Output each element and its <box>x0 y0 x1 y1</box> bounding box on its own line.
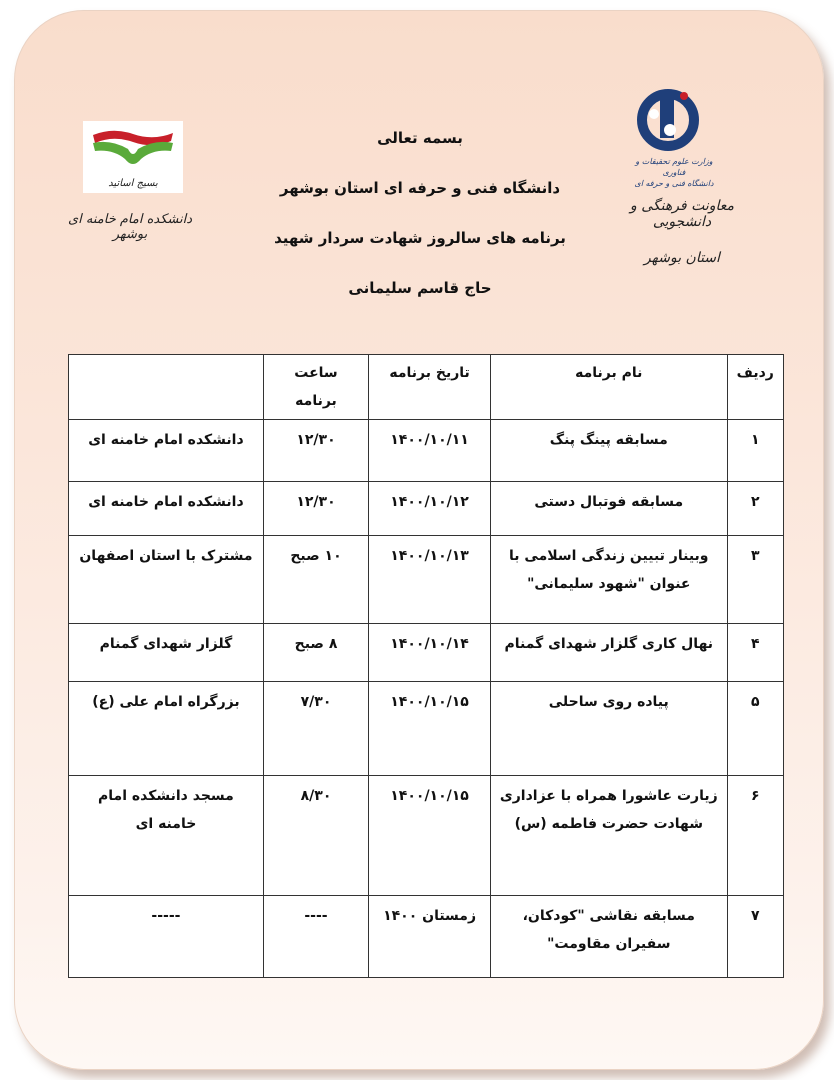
cell-program-name: زیارت عاشورا همراه با عزاداری شهادت حضرت فاطمه (س) <box>491 776 728 896</box>
basij-logo-subtext: بسیج اساتید <box>108 178 158 189</box>
header-program-place <box>69 355 264 420</box>
header-program-time: ساعت برنامه <box>263 355 368 420</box>
cell-program-place: مشترک با استان اصفهان <box>69 536 264 624</box>
cell-program-time: ۸ صبح <box>263 624 368 682</box>
left-logo-caption: دانشکده امام خامنه ای بوشهر <box>67 212 193 242</box>
cell-program-time: ---- <box>263 896 368 978</box>
cell-row-number: ۶ <box>727 776 783 896</box>
right-logo-caption: معاونت فرهنگی و دانشجویی <box>629 198 734 230</box>
basij-logo <box>83 121 183 193</box>
cell-program-time: ۱۲/۳۰ <box>263 482 368 536</box>
header-program-date: تاریخ برنامه <box>369 355 491 420</box>
cell-program-date: ۱۴۰۰/۱۰/۱۴ <box>369 624 491 682</box>
cell-row-number: ۵ <box>727 682 783 776</box>
ministry-logo-text <box>634 156 714 189</box>
bismillah-line: بسمه تعالی <box>377 129 463 147</box>
ministry-emblem-icon <box>630 86 706 154</box>
cell-program-date: ۱۴۰۰/۱۰/۱۵ <box>369 776 491 896</box>
cell-program-date: ۱۴۰۰/۱۰/۱۲ <box>369 482 491 536</box>
cell-program-date: ۱۴۰۰/۱۰/۱۵ <box>369 682 491 776</box>
cell-program-date: زمستان ۱۴۰۰ <box>369 896 491 978</box>
cell-program-place: دانشکده امام خامنه ای <box>69 482 264 536</box>
cell-row-number: ۲ <box>727 482 783 536</box>
table-row <box>69 776 784 896</box>
ministry-logo <box>630 86 714 196</box>
table-row <box>69 482 784 536</box>
program-title-name: حاج قاسم سلیمانی <box>348 279 492 297</box>
cell-program-time: ۸/۳۰ <box>263 776 368 896</box>
cell-program-place: گلزار شهدای گمنام <box>69 624 264 682</box>
ministry-line2: دانشگاه فنی و حرفه ای <box>634 179 714 188</box>
cell-program-time: ۱۰ صبح <box>263 536 368 624</box>
cell-program-place: دانشکده امام خامنه ای <box>69 420 264 482</box>
schedule-table <box>68 354 784 978</box>
cell-row-number: ۳ <box>727 536 783 624</box>
university-name: دانشگاه فنی و حرفه ای استان بوشهر <box>279 179 561 197</box>
document-header <box>250 120 590 320</box>
program-title: برنامه های سالروز شهادت سردار شهید <box>274 229 566 247</box>
cell-program-date: ۱۴۰۰/۱۰/۱۳ <box>369 536 491 624</box>
cell-program-place: مسجد دانشکده امام خامنه ای <box>69 776 264 896</box>
cell-program-name: نهال کاری گلزار شهدای گمنام <box>491 624 728 682</box>
cell-row-number: ۷ <box>727 896 783 978</box>
header-program-name: نام برنامه <box>491 355 728 420</box>
table-row <box>69 420 784 482</box>
cell-row-number: ۱ <box>727 420 783 482</box>
cell-row-number: ۴ <box>727 624 783 682</box>
cell-program-date: ۱۴۰۰/۱۰/۱۱ <box>369 420 491 482</box>
cell-program-place: ----- <box>69 896 264 978</box>
header-row-number: ردیف <box>727 355 783 420</box>
cell-program-name: پیاده روی ساحلی <box>491 682 728 776</box>
cell-program-name: مسابقه پینگ پنگ <box>491 420 728 482</box>
cell-program-name: مسابقه فوتبال دستی <box>491 482 728 536</box>
right-logo-province: استان بوشهر <box>644 250 720 266</box>
cell-program-name: مسابقه نقاشی "کودکان، سفیران مقاومت" <box>491 896 728 978</box>
ministry-line1: وزارت علوم تحقیقات و فناوری <box>635 157 713 177</box>
cell-program-place: بزرگراه امام علی (ع) <box>69 682 264 776</box>
table-header-row <box>69 355 784 420</box>
table-row <box>69 624 784 682</box>
cell-program-time: ۷/۳۰ <box>263 682 368 776</box>
cell-program-time: ۱۲/۳۰ <box>263 420 368 482</box>
cell-program-name: وبینار تبیین زندگی اسلامی با عنوان "شهود سلیمانی" <box>491 536 728 624</box>
table-row <box>69 896 784 978</box>
table-row <box>69 682 784 776</box>
table-row <box>69 536 784 624</box>
